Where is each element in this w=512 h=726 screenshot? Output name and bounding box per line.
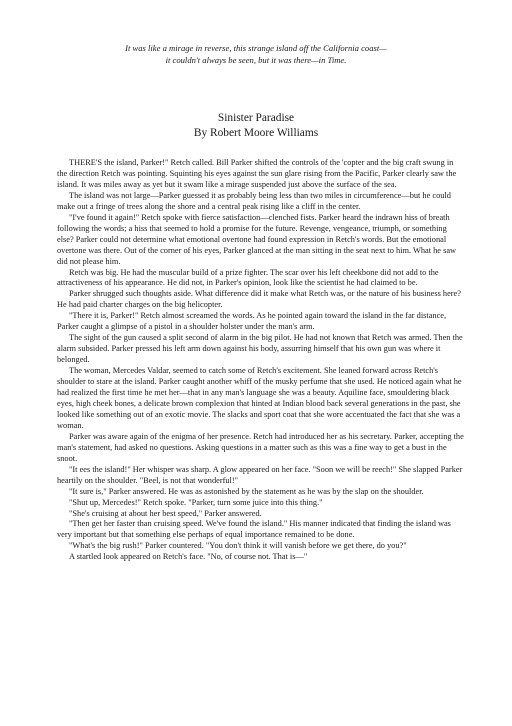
story-title: Sinister Paradise: [217, 112, 295, 124]
epigraph: [40, 42, 472, 66]
paragraph: Retch was big. He had the muscular build of a prize fighter. The scar over his left cheekbone did not add to the attractiveness of his appearance. He did not, in Parker's opinion, look like the scientist he had claimed to be.: [57, 267, 439, 288]
paragraph: "It ees the island!" Her whisper was sharp. A glow appeared on her face. "Soon we will be reech!" She slapped Parker heartily on the shoulder. "Beel, is not that wonderful!": [57, 464, 463, 485]
paragraph: The woman, Mercedes Valdar, seemed to catch some of Retch's excitement. She leaned forward across Retch's shoulder to stare at the island. Parker caught another whiff of the musky perfume that she used. He noticed again what he had realized the first time he met her—that in any man's language she was a beauty. Aquiline face, smouldering black eyes, high cheek bones, a delicate brown complexion that hinted at Indian blood back several generations in the past, she looked like something out of an exotic movie. The slacks and sport coat that she wore accentuated the fact that she was a woman.: [57, 366, 462, 430]
paragraph: Parker was aware again of the enigma of her presence. Retch had introduced her as his secretary. Parker, accepting the man's statement, had asked no questions. Asking questions in a matter such as this was a fine way to get a bust in the snoot.: [57, 431, 464, 463]
paragraph: The island was not large—Parker guessed it as probably being less than two miles in circumference—but he could make out a fringe of trees along the shore and a central peak rising like a cliff in the center.: [57, 190, 451, 211]
paragraph: "Shut up, Mercedes!" Retch spoke. "Parker, turn some juice into this thing.": [69, 497, 323, 507]
paragraph: Parker shrugged such thoughts aside. What difference did it make what Retch was, or the nature of his business here? He had paid charter charges on the big helicopter.: [57, 289, 461, 310]
paragraph: "She's cruising at about her best speed," Parker answered.: [69, 508, 262, 518]
paragraph: THERE'S the island, Parker!" Retch called. Bill Parker shifted the controls of the 'copter and the big craft swung in the direction Retch was pointing. Squinting his eyes against the sun glare rising from the Pacific, Parker clearly saw the island. It was miles away as yet but it swam like a mirage suspended just above the surface of the sea.: [57, 158, 457, 189]
paragraph: "There it is, Parker!" Retch almost screamed the words. As he pointed again toward the island in the far distance, Parker caught a glimpse of a pistol in a shoulder holster under the man's arm.: [57, 311, 447, 332]
title-block: [40, 111, 472, 141]
paragraph: "I've found it again!" Retch spoke with fierce satisfaction—clenched fists. Parker heard the indrawn hiss of breath following the words; a hiss that seemed to hold a promise for the future. Revenge, vengeance, triumph, or something else? Parker could not determine what emotional overtone had found expression in Retch's words. But the emotional overtone was there. Out of the corner of his eyes, Parker glanced at the man sitting in the seat next to him. What he saw did not please him.: [57, 212, 457, 266]
story-body: [57, 158, 464, 563]
paragraph: The sight of the gun caused a split second of alarm in the big pilot. He had not known that Retch was armed. Then the alarm subsided. Parker pressed his left arm down against his body, assurring himself that his own gun was where it belonged.: [57, 333, 463, 365]
epigraph-line: It was like a mirage in reverse, this strange island off the California coast—: [125, 43, 387, 53]
paragraph: "What's the big rush!" Parker countered. "You don't think it will vanish before we get there, do you?": [69, 541, 407, 551]
paragraph: "It sure is," Parker answered. He was as astonished by the statement as he was by the slap on the shoulder.: [69, 486, 424, 496]
paragraph: A startled look appeared on Retch's face. "No, of course not. That is—": [69, 552, 308, 562]
paragraph: "Then get her faster than cruising speed. We've found the island." His manner indicated that finding the island was very important but that something else perhaps of equal importance remained to be done.: [57, 519, 451, 540]
epigraph-line: it couldn't always be seen, but it was there—in Time.: [165, 55, 347, 65]
story-byline: By Robert Moore Williams: [193, 127, 319, 139]
